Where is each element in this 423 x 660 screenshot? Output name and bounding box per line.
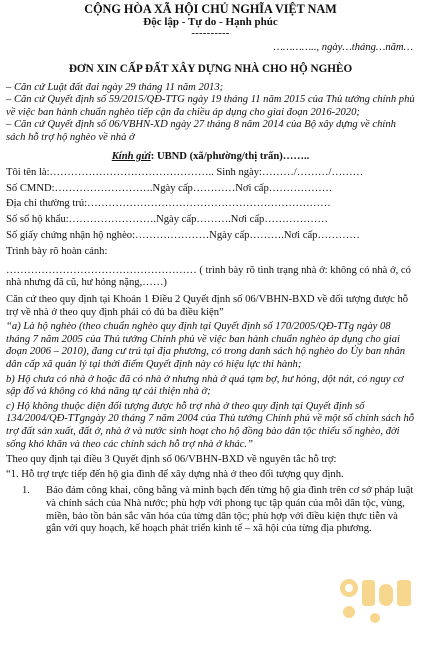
legal-bases — [6, 82, 415, 145]
legal-basis-1: – Căn cứ Luật đất đai ngày 29 tháng 11 năm 2013; — [6, 81, 224, 93]
national-title: CỘNG HÒA XÃ HỘI CHỦ NGHĨA VIỆT NAM — [84, 2, 337, 16]
field-household-book: Số sổ hộ khẩu:…………………….Ngày cấp……….Nơi cấp……………… — [6, 214, 328, 226]
condition-a: “a) Là hộ nghèo (theo chuẩn nghèo quy định tại Quyết định số 170/2005/QĐ-TTg ngày 08 tháng 7 năm 2005 của Thủ tướng Chính phủ về việc ban hành chuẩn nghèo áp dụng cho giai đoạn 2006 – 2010), đang cư trú tại địa phương, có trong danh sách hộ nghèo do Ủy ban nhân dân cấp xã quản lý tại thời điểm Quyết định này có hiệu lực thi hành; — [6, 321, 406, 370]
numbered-item-text: Bảo đảm công khai, công bằng và minh bạch đến từng hộ gia đình trên cơ sở pháp luật và chính sách của Nhà nước; phù hợp với phong tục tập quán của mỗi dân tộc, vùng, miền, bảo tồn bản sắc văn hóa của từng dân tộc; phù hợp với điều kiện thực tiễn và gắn với quy hoạch, kế hoạch phát triển kinh tế – xã hội của từng địa phương. — [46, 485, 414, 535]
condition-c: c) Hộ không thuộc diện đối tượng được hỗ trợ nhà ở theo quy định tại Quyết định số 134/2004/QĐ-TTgngày 20 tháng 7 năm 2004 của Thủ tướng Chính phủ về một số chính sách hỗ trợ đất sản xuất, đất ở, nhà ở và nước sinh hoạt cho hộ đồng bào dân tộc thiểu số nghèo, đời sống khó khăn và theo các chính sách hỗ trợ nhà ở khác.” — [6, 400, 415, 450]
legal-basis-2: – Căn cứ Quyết định số 59/2015/QĐ-TTG ngày 19 tháng 11 năm 2015 của Thủ tướng chính phủ về việc ban hành chuẩn nghèo tiếp cận đa chiều áp dụng cho giai đoạn 2016-2020; — [6, 94, 415, 118]
field-full-name: Tôi tên là:……………………………………….. Sinh ngày:………/………/……… — [6, 167, 364, 179]
principle-1: “1. Hỗ trợ trực tiếp đến hộ gia đình để xây dựng nhà ở theo đối tượng quy định. — [6, 468, 344, 480]
addressee-line — [6, 151, 415, 164]
condition-b: b) Hộ chưa có nhà ở hoặc đã có nhà ở nhưng nhà ở quá tạm bợ, hư hỏng, dột nát, có nguy cơ sập đổ và không có khả năng tự cải thiện nhà ở; — [6, 373, 404, 398]
document-title: ĐƠN XIN CẤP ĐẤT XÂY DỰNG NHÀ CHO HỘ NGHÈO — [68, 63, 353, 76]
field-permanent-address: Địa chỉ thường trú:…………………………………………………………… — [6, 198, 331, 210]
numbered-item — [6, 485, 415, 535]
header-divider: ---------- — [191, 27, 230, 39]
numbered-item-number: 1. — [22, 485, 30, 497]
principles-intro: Theo quy định tại điều 3 Quyết định số 06/VBHN-BXD về nguyên tắc hỗ trợ: — [6, 454, 337, 466]
dateline: ………….., ngày…tháng…năm… — [273, 41, 413, 53]
situation-line: ……………………………………………… ( trình bày rõ tình trạng nhà ở: không có nhà ở, có nhà nhưng đã cũ, hư hỏng nặng,……) — [6, 264, 411, 289]
field-id-card: Số CMND:……………………….Ngày cấp…………Nơi cấp……………… — [6, 182, 333, 194]
situation-label: Trình bày rõ hoàn cảnh: — [6, 246, 108, 258]
applicant-fields — [6, 167, 415, 242]
addressee-text: : UBND (xã/phường/thị trấn)…….. — [150, 150, 310, 162]
field-poor-household-cert: Số giấy chứng nhận hộ nghèo:…………………Ngày cấp……….Nơi cấp………… — [6, 229, 360, 241]
eligibility-intro: Căn cứ theo quy định tại Khoản 1 Điều 2 Quyết định số 06/VBHN-BXD về đối tượng được hỗ trợ về nhà ở theo quy định phải có đủ ba điều kiện” — [6, 294, 409, 318]
legal-basis-3: – Căn cứ Quyết định số 06/VBHN-XD ngày 27 tháng 8 năm 2014 của Bộ xây dựng về chính sách hỗ trợ hộ nghèo về nhà ở — [6, 119, 396, 144]
addressee-label: Kính gửi — [111, 150, 151, 162]
national-motto: Độc lập - Tự do - Hạnh phúc — [143, 16, 278, 28]
